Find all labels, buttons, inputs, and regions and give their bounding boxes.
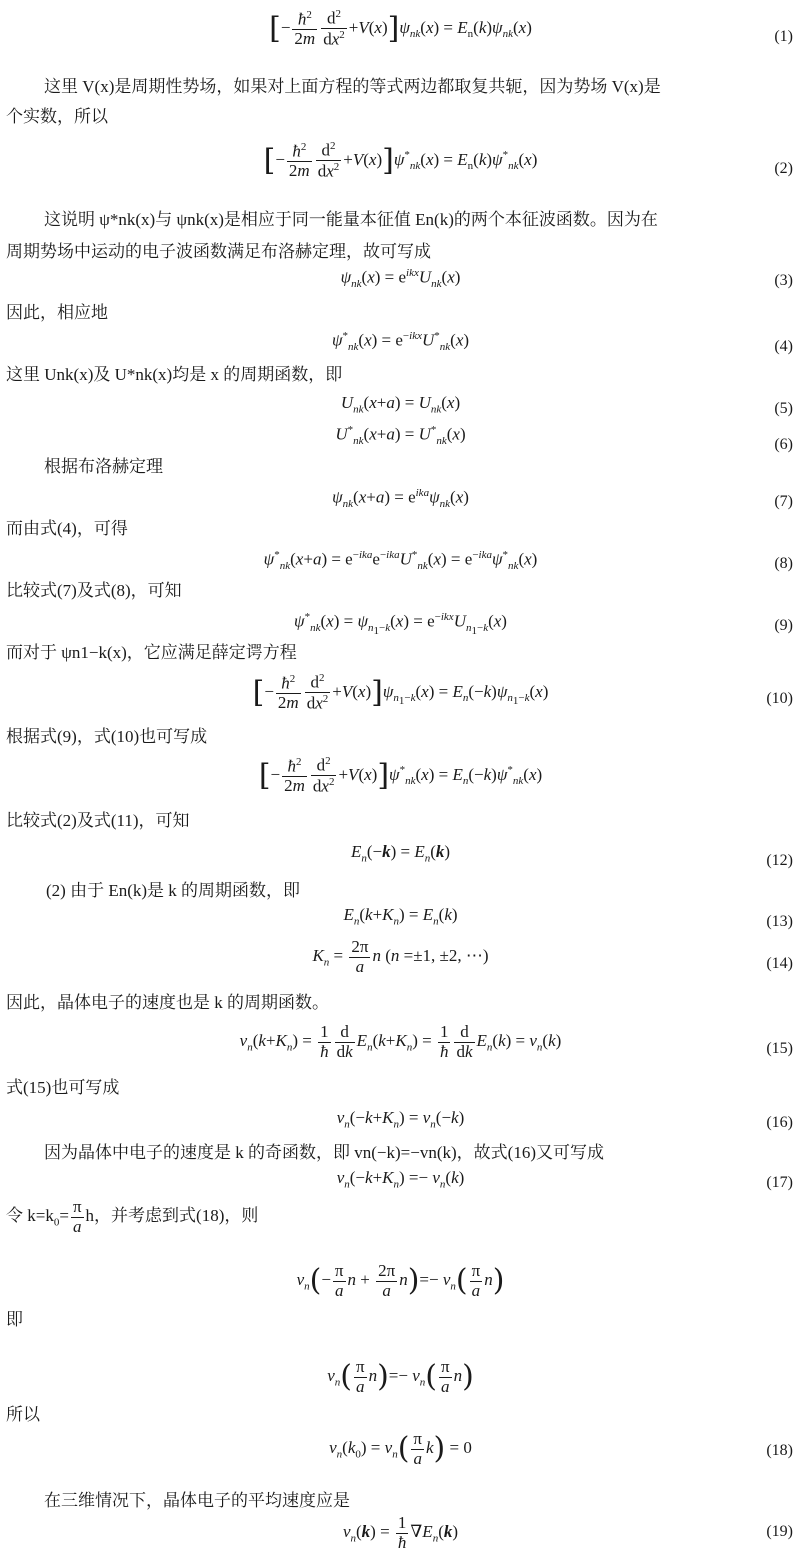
paragraph-text: 因此，晶体电子的速度也是 k 的周期函数。 [6,993,329,1012]
equation-5: $U_{nk}(x+a) = U_{nk}(x)$ [340,393,461,416]
equation-3: $\psi_{nk}(x) = e^{ikx}U_{nk}(x)$ [340,267,461,291]
paragraph-text: 而对于 ψn1−k(x)，它应满足薛定谔方程 [6,643,297,662]
paragraph-text: 因为晶体中电子的速度是 k 的奇函数，即 vn(−k)=−vn(k)，故式(16)又可写成 [44,1143,604,1162]
paragraph-text: 根据式(9)，式(10)也可写成 [6,727,208,746]
equation-number: (8) [774,555,793,572]
equation-19: $v_n(k)$ = $\frac{1}{ħ}$ $\nabla E_n(k)$ [342,1513,459,1552]
equation-number: (6) [774,436,793,453]
equation-number: (13) [766,913,793,930]
paragraph-text: 式(15)也可写成 [6,1078,120,1097]
equation-10: [− $\frac{ħ^2}{2m}$ $\frac{d^2}{dx^2}$ $+V(x)]\psi_{n_1-k}(x) = E_n(-k)\psi_{n_1-k}(x)$ [252,672,549,713]
equation-number: (12) [766,852,793,869]
paragraph-text: 这说明 ψ*nk(x)与 ψnk(x)是相应于同一能量本征值 En(k)的两个本征波函数。因为在 [44,210,658,229]
paragraph-text: 而由式(4)，可得 [6,519,128,538]
equation-8: $\psi^*_{nk}(x+a) = e^{-ika}e^{-ika}U^*_{nk}(x) = e^{-ika}\psi^*_{nk}(x)$ [263,549,538,573]
paragraph-text: 根据布洛赫定理 [44,457,163,476]
paragraph-text: 这里 Unk(x)及 U*nk(x)均是 x 的周期函数，即 [6,365,343,384]
equation-4: $\psi^*_{nk}(x) = e^{-ikx}U^*_{nk}(x)$ [331,330,470,354]
paragraph-text: 在三维情况下，晶体电子的平均速度应是 [44,1491,350,1510]
paragraph-text: 令 k=k [6,1206,54,1226]
equation-number: (2) [774,160,793,177]
paragraph-text: 比较式(2)及式(11)，可知 [6,811,190,830]
paragraph-text: 这里 V(x)是周期性势场，如果对上面方程的等式两边都取复共轭，因为势场 V(x)是 [44,77,661,96]
equation-15: $v_n(k+K_n)$ = $\frac{1}{ħ}$ $\frac{d}{dk}$ $E_n(k+K_n)$ = $\frac{1}{ħ}$ $\frac{d}{dk}$ $E_n(k) = v_n(k)$ [239,1022,562,1061]
equation-number: (15) [766,1040,793,1057]
paragraph-text: = [59,1206,69,1226]
paragraph-line: 令 $k=k_0=$ $\frac{\pi}{a}$ h，并考虑到式(18)，则 [6,1197,259,1236]
paragraph-text: 所以 [6,1405,40,1424]
equation-number: (18) [766,1442,793,1459]
paragraph-text: 周期势场中运动的电子波函数满足布洛赫定理，故可写成 [6,242,431,261]
paragraph-text: 比较式(7)及式(8)，可知 [6,581,182,600]
paragraph-text: (2) 由于 En(k)是 k 的周期函数，即 [46,881,301,900]
equation-16: $v_n(-k+K_n) = v_n(-k)$ [336,1108,465,1131]
equation-11: [− $\frac{ħ^2}{2m}$ $\frac{d^2}{dx^2}$ $+V(x)]\psi^*_{nk}(x) = E_n(-k)\psi^*_{nk}(x)$ [258,755,543,796]
equation-18: $v_n(k_0) = v_n$( $\frac{\pi}{a}$ k) = 0 [329,1429,472,1468]
equation-9: $\psi^*_{nk}(x) = \psi_{n_1-k}(x) = e^{-ikx}U_{n_1-k}(x)$ [294,611,507,638]
equation-14: $K_n$ = $\frac{2\pi}{a}$ n (n =±1, ±2, ⋯) [312,937,489,976]
equation-1: [− $\frac{ħ^2}{2m}$ $\frac{d^2}{dx^2}$ $+V(x)]\psi_{nk}(x) = E_n(k)\psi_{nk}(x)$ [269,8,532,49]
paragraph-text: 即 [6,1310,23,1329]
equation-number: (7) [774,493,793,510]
equation-unnumbered-2: $v_n$( $\frac{\pi}{a}$ $n)=- v_n$( $\frac{\pi}{a}$ n) [327,1357,474,1396]
paragraph-text: 个实数，所以 [6,107,108,126]
equation-number: (16) [766,1114,793,1131]
equation-number: (10) [766,690,793,707]
equation-6: $U^*_{nk}(x+a) = U^*_{nk}(x)$ [335,424,466,448]
equation-number: (1) [774,28,793,45]
equation-unnumbered-1: $v_n(-$ $\frac{\pi}{a}$ n + $\frac{2\pi}{a}$ $n)=- v_n$( $\frac{\pi}{a}$ n) [296,1261,505,1300]
equation-number: (17) [766,1174,793,1191]
equation-13: $E_n(k+K_n) = E_n(k)$ [343,905,458,928]
equation-number: (9) [774,617,793,634]
equation-number: (4) [774,338,793,355]
equation-2: [− $\frac{ħ^2}{2m}$ $\frac{d^2}{dx^2}$ $+V(x)]\psi^*_{nk}(x) = E_n(k)\psi^*_{nk}(x)$ [263,140,538,181]
equation-number: (5) [774,400,793,417]
equation-number: (3) [774,272,793,289]
equation-number: (14) [766,955,793,972]
paragraph-text: 因此，相应地 [6,303,108,322]
equation-7: $\psi_{nk}(x+a) = e^{ika}\psi_{nk}(x)$ [332,487,469,511]
equation-number: (19) [766,1523,793,1540]
paragraph-text: h，并考虑到式(18)，则 [85,1206,259,1226]
equation-12: $E_n(-k) = E_n(k)$ [350,842,451,865]
equation-17: $v_n(-k+K_n) =- v_n(k)$ [336,1168,465,1191]
